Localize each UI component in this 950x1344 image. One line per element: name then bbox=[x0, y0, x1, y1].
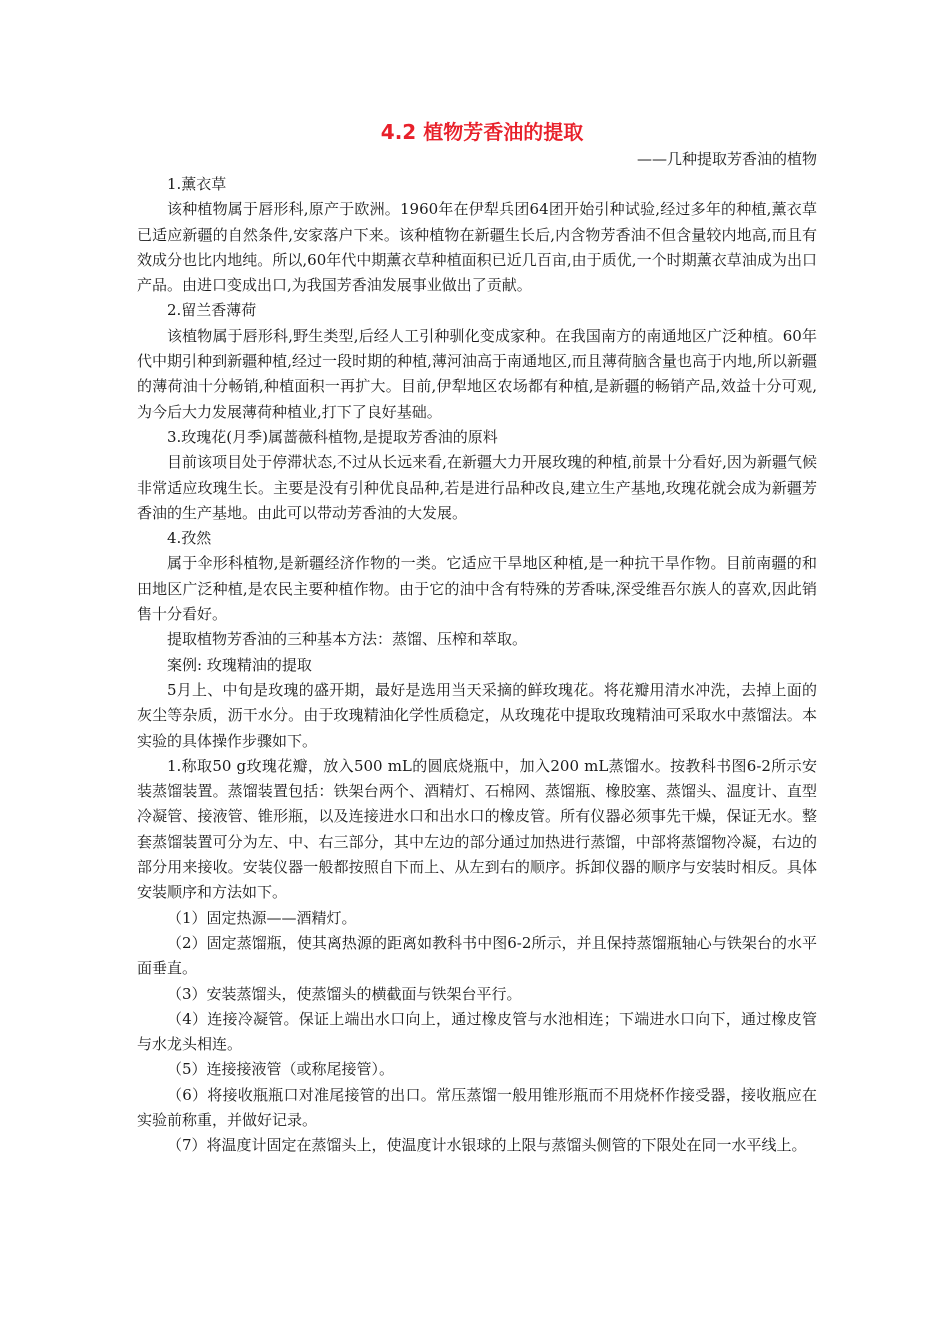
paragraph-spearmint: 该植物属于唇形科,野生类型,后经人工引种驯化变成家种。在我国南方的南通地区广泛种植。60年代中期引种到新疆种植,经过一段时期的种植,薄河油高于南通地区,而且薄荷脑含量也高于内地,所以新疆的薄荷油十分畅销,种植面积一再扩大。目前,伊犁地区农场都有种植,是新疆的畅销产品,效益十分可观,为今后大力发展薄荷种植业,打下了良好基础。 bbox=[137, 326, 817, 421]
paragraph-lavender: 该种植物属于唇形科,原产于欧洲。1960年在伊犁兵团64团开始引种试验,经过多年的种植,薰衣草已适应新疆的自然条件,安家落户下来。该种植物在新疆生长后,内含物芳香油不但含量较内地高,而且有效成分也比内地纯。所以,60年代中期薰衣草种植面积已近几百亩,由于质优,一个时期薰衣草油成为出口产品。由进口变成出口,为我国芳香油发展事业做出了贡献。 bbox=[137, 200, 817, 295]
substep-5: （5）连接接液管（或称尾接管）。 bbox=[167, 1060, 395, 1079]
substep-2: （2）固定蒸馏瓶，使其离热源的距离如教科书中图6-2所示，并且保持蒸馏瓶轴心与铁架台的水平面垂直。 bbox=[137, 933, 817, 978]
paragraph-cumin: 属于伞形科植物,是新疆经济作物的一类。它适应干旱地区种植,是一种抗干旱作物。目前南疆的和田地区广泛种植,是农民主要种植作物。由于它的油中含有特殊的芳香味,深受维吾尔族人的喜欢,因此销售十分看好。 bbox=[137, 554, 817, 624]
document-title: 4.2 植物芳香油的提取 bbox=[380, 120, 584, 144]
paragraph-step-1: 1.称取50 g玫瑰花瓣，放入500 mL的圆底烧瓶中，加入200 mL蒸馏水。按教科书图6-2所示安装蒸馏装置。蒸馏装置包括：铁架台两个、酒精灯、石棉网、蒸馏瓶、橡胶塞、蒸馏头、温度计、直型冷凝管、接液管、锥形瓶，以及连接进水口和出水口的橡皮管。所有仪器必须事先干燥，保证无水。整套蒸馏装置可分为左、中、右三部分，其中左边的部分通过加热进行蒸馏，中部将蒸馏物冷凝，右边的部分用来接收。安装仪器一般都按照自下而上、从左到右的顺序。拆卸仪器的顺序与安装时相反。具体安装顺序和方法如下。 bbox=[137, 756, 817, 902]
heading-case: 案例: 玫瑰精油的提取 bbox=[167, 655, 312, 674]
heading-lavender: 1.薰衣草 bbox=[167, 175, 227, 193]
substep-3: （3）安装蒸馏头，使蒸馏头的横截面与铁架台平行。 bbox=[167, 984, 522, 1003]
heading-spearmint: 2.留兰香薄荷 bbox=[167, 301, 257, 320]
substep-7: （7）将温度计固定在蒸馏头上，使温度计水银球的上限与蒸馏头侧管的下限处在同一水平线上。 bbox=[167, 1136, 807, 1155]
substep-1: （1）固定热源——酒精灯。 bbox=[167, 908, 357, 927]
paragraph-rose: 目前该项目处于停滞状态,不过从长远来看,在新疆大力开展玫瑰的种植,前景十分看好,因为新疆气候非常适应玫瑰生长。主要是没有引种优良品种,若是进行品种改良,建立生产基地,玫瑰花就会成为新疆芳香油的生产基地。由此可以带动芳香油的大发展。 bbox=[137, 453, 817, 522]
paragraph-methods: 提取植物芳香油的三种基本方法：蒸馏、压榨和萃取。 bbox=[167, 630, 528, 649]
document-page bbox=[137, 118, 817, 1159]
document-subtitle: ——几种提取芳香油的植物 bbox=[636, 150, 817, 168]
substep-6: （6）将接收瓶瓶口对准尾接管的出口。常压蒸馏一般用锥形瓶而不用烧杯作接受器，接收瓶应在实验前称重，并做好记录。 bbox=[137, 1085, 817, 1129]
paragraph-case-intro: 5月上、中旬是玫瑰的盛开期，最好是选用当天采摘的鲜玫瑰花。将花瓣用清水冲洗，去掉上面的灰尘等杂质，沥干水分。由于玫瑰精油化学性质稳定，从玫瑰花中提取玫瑰精油可采取水中蒸馏法。本实验的具体操作步骤如下。 bbox=[137, 680, 817, 750]
heading-rose: 3.玫瑰花(月季)属蔷薇科植物,是提取芳香油的原料 bbox=[167, 427, 498, 446]
substep-4: （4）连接冷凝管。保证上端出水口向上，通过橡皮管与水池相连；下端进水口向下，通过橡皮管与水龙头相连。 bbox=[137, 1009, 817, 1054]
heading-cumin: 4.孜然 bbox=[167, 529, 212, 548]
